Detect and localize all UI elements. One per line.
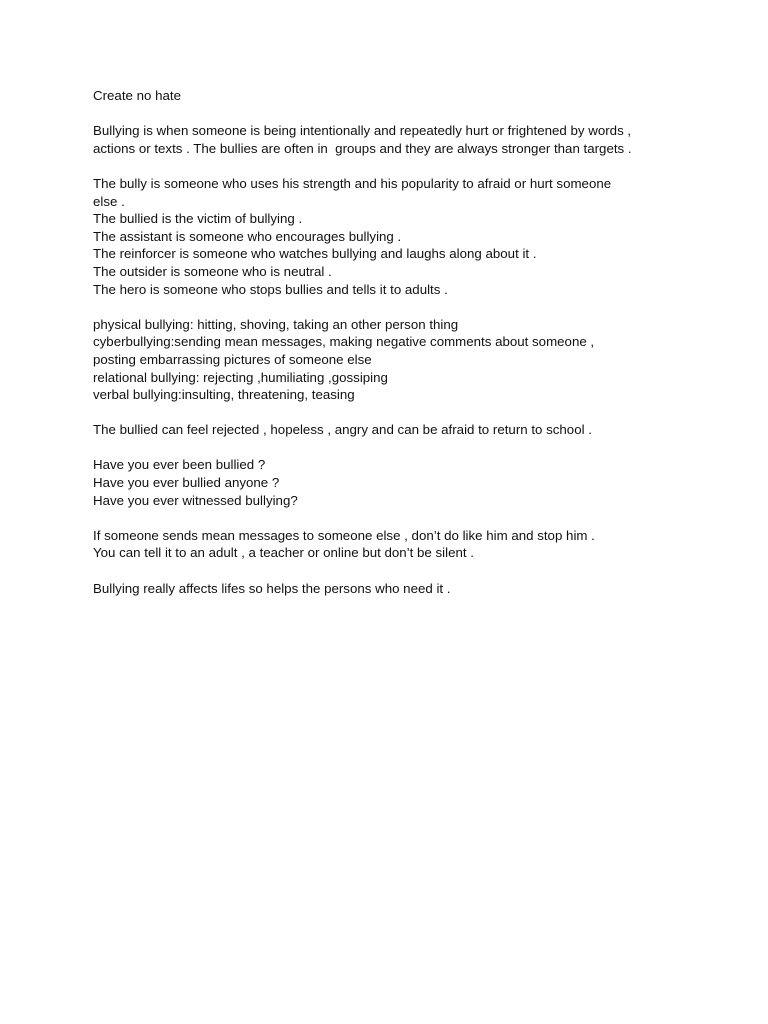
- text-line: Have you ever bullied anyone ?: [93, 475, 280, 491]
- document-title: Create no hate: [93, 88, 181, 103]
- text-line: posting embarrassing pictures of someone else: [93, 351, 372, 367]
- document-page: [93, 87, 733, 615]
- paragraph-roles: [93, 175, 733, 298]
- text-line: physical bullying: hitting, shoving, taking an other person thing: [93, 316, 459, 332]
- text-line: The outsider is someone who is neutral .: [93, 263, 332, 279]
- text-line: Bullying is when someone is being intentionally and repeatedly hurt or frightened by words ,: [93, 123, 632, 139]
- text-line: The bullied is the victim of bullying .: [93, 211, 303, 227]
- text-line: cyberbullying:sending mean messages, making negative comments about someone ,: [93, 334, 595, 350]
- text-line: actions or texts . The bullies are often in groups and they are always stronger than targets .: [93, 140, 632, 156]
- text-line: else .: [93, 193, 125, 209]
- paragraph-feelings: [93, 421, 733, 439]
- text-line: The reinforcer is someone who watches bullying and laughs along about it .: [93, 246, 537, 262]
- text-line: If someone sends mean messages to someone else , don’t do like him and stop him .: [93, 527, 595, 543]
- paragraph-questions: [93, 456, 733, 509]
- text-line: The hero is someone who stops bullies and tells it to adults .: [93, 281, 448, 297]
- text-line: verbal bullying:insulting, threatening, teasing: [93, 387, 355, 403]
- text-line: The bullied can feel rejected , hopeless , angry and can be afraid to return to school .: [93, 422, 592, 438]
- paragraph-conclusion: [93, 580, 733, 598]
- text-line: Bullying really affects lifes so helps the persons who need it .: [93, 580, 451, 596]
- paragraph-definition: [93, 122, 733, 157]
- text-line: Have you ever been bullied ?: [93, 457, 266, 473]
- text-line: You can tell it to an adult , a teacher or online but don’t be silent .: [93, 545, 474, 561]
- text-line: The assistant is someone who encourages bullying .: [93, 228, 402, 244]
- text-line: relational bullying: rejecting ,humiliating ,gossiping: [93, 369, 388, 385]
- paragraph-types: [93, 316, 733, 404]
- paragraph-advice: [93, 527, 733, 562]
- document-title-block: [93, 87, 733, 105]
- text-line: Have you ever witnessed bullying?: [93, 492, 298, 508]
- text-line: The bully is someone who uses his strength and his popularity to afraid or hurt someone: [93, 175, 612, 191]
